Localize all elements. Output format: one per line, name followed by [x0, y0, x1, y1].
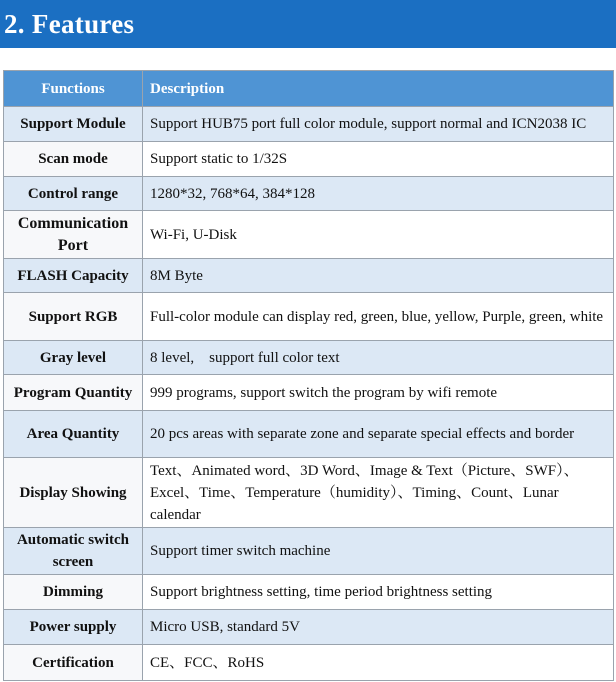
- table-row: [4, 259, 614, 293]
- description-cell: 20 pcs areas with separate zone and separate special effects and border: [143, 411, 614, 458]
- description-cell: Wi-Fi, U-Disk: [143, 211, 614, 259]
- description-cell: Support static to 1/32S: [143, 142, 614, 177]
- description-cell: Support brightness setting, time period brightness setting: [143, 575, 614, 610]
- function-cell: Power supply: [4, 610, 143, 645]
- description-cell: CE、FCC、RoHS: [143, 645, 614, 681]
- table-row: [4, 411, 614, 458]
- table-row: [4, 177, 614, 211]
- function-cell: Gray level: [4, 341, 143, 375]
- table-row: [4, 610, 614, 645]
- description-cell: Support timer switch machine: [143, 528, 614, 575]
- table-row: [4, 293, 614, 341]
- function-cell: Support RGB: [4, 293, 143, 341]
- table-row: [4, 575, 614, 610]
- table-row: [4, 142, 614, 177]
- description-cell: 8 level, support full color text: [143, 341, 614, 375]
- function-cell: Control range: [4, 177, 143, 211]
- section-title-text: Features: [31, 9, 135, 39]
- table-row: [4, 341, 614, 375]
- header-functions: Functions: [4, 71, 143, 107]
- table-row: [4, 375, 614, 411]
- description-cell: Micro USB, standard 5V: [143, 610, 614, 645]
- function-cell: Scan mode: [4, 142, 143, 177]
- function-cell: Area Quantity: [4, 411, 143, 458]
- function-cell: FLASH Capacity: [4, 259, 143, 293]
- section-title: [4, 7, 134, 41]
- table-row: [4, 211, 614, 259]
- description-cell: 8M Byte: [143, 259, 614, 293]
- section-number: 2.: [4, 9, 25, 39]
- function-cell: Communication Port: [4, 211, 143, 259]
- function-cell: Automatic switch screen: [4, 528, 143, 575]
- description-cell: 1280*32, 768*64, 384*128: [143, 177, 614, 211]
- description-cell: Text、Animated word、3D Word、Image & Text（Picture、SWF）、Excel、Time、Temperature（humidity）、Timing、Count、Lunar calendar: [143, 458, 614, 528]
- function-cell: Certification: [4, 645, 143, 681]
- header-description: Description: [143, 71, 614, 107]
- table-row: [4, 645, 614, 681]
- function-cell: Display Showing: [4, 458, 143, 528]
- description-cell: Support HUB75 port full color module, support normal and ICN2038 IC: [143, 107, 614, 142]
- function-cell: Dimming: [4, 575, 143, 610]
- table-row: [4, 107, 614, 142]
- function-cell: Support Module: [4, 107, 143, 142]
- function-cell: Program Quantity: [4, 375, 143, 411]
- features-table: [3, 70, 614, 681]
- table-row: [4, 458, 614, 528]
- section-banner: [0, 0, 616, 48]
- description-cell: 999 programs, support switch the program by wifi remote: [143, 375, 614, 411]
- description-cell: Full-color module can display red, green, blue, yellow, Purple, green, white: [143, 293, 614, 341]
- table-header-row: [4, 71, 614, 107]
- table-row: [4, 528, 614, 575]
